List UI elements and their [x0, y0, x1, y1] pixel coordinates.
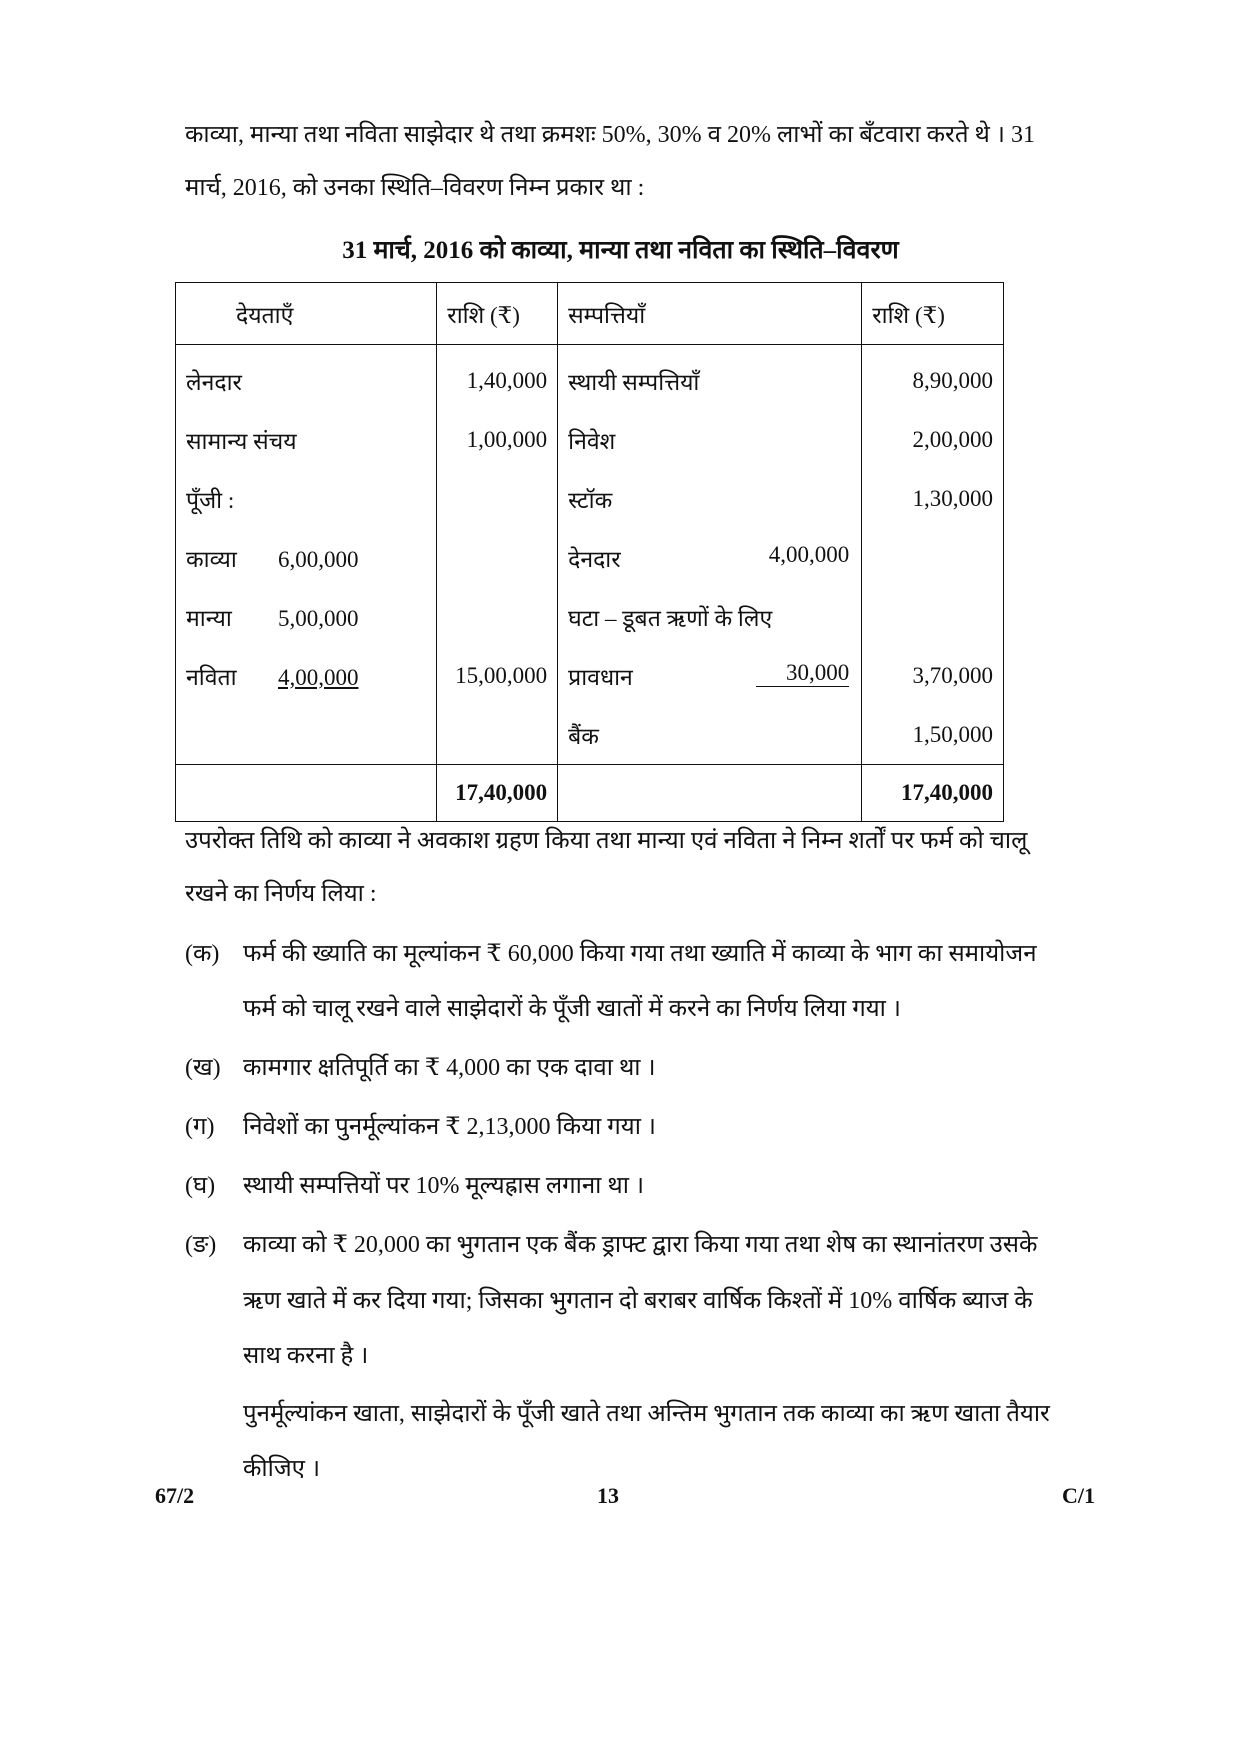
condition-gha: [185, 1168, 644, 1201]
condition-label: (घ): [185, 1173, 216, 1199]
partner-capital: 6,00,000: [278, 546, 359, 572]
liability-cell: [176, 646, 437, 705]
partner-capital: 4,00,000: [278, 664, 359, 690]
header-liabilities: देयताएँ: [176, 283, 437, 345]
condition-nga-continued: ऋण खाते में कर दिया गया; जिसका भुगतान दो बराबर वार्षिक किश्तों में 10% वार्षिक ब्याज के: [243, 1288, 1033, 1314]
table-row: [176, 528, 1004, 587]
condition-label: (क): [185, 941, 220, 967]
intro-line-1: काव्या, मान्या तथा नविता साझेदार थे तथा क्रमशः 50%, 30% व 20% लाभों का बँटवारा करते थे । 31: [185, 122, 1035, 148]
condition-ga: [185, 1109, 656, 1142]
liability-amount: 1,40,000: [437, 345, 558, 411]
partner-name: काव्या: [186, 546, 237, 572]
footer-set: C/1: [1062, 1483, 1095, 1508]
asset-amount: [862, 528, 1004, 587]
condition-ka-continued: फर्म को चालू रखने वाले साझेदारों के पूँजी खातों में करने का निर्णय लिया गया ।: [243, 996, 901, 1022]
liability-label: सामान्य संचय: [176, 410, 437, 469]
condition-text: कामगार क्षतिपूर्ति का ₹ 4,000 का एक दावा था ।: [243, 1055, 656, 1081]
partner-name: मान्या: [186, 605, 232, 631]
retirement-line-1: उपरोक्त तिथि को काव्या ने अवकाश ग्रहण किया तथा मान्या एवं नविता ने निम्न शर्तों पर फर्म को चालू: [185, 828, 1028, 854]
asset-label: देनदार: [568, 546, 621, 572]
table-title: 31 मार्च, 2016 को काव्या, मान्या तथा नविता का स्थिति–विवरण: [342, 237, 899, 264]
retirement-line-2: रखने का निर्णय लिया :: [185, 881, 377, 907]
page-number: 13: [597, 1483, 619, 1508]
header-assets: सम्पत्तियाँ: [558, 283, 862, 345]
asset-sub-amount: 4,00,000: [768, 541, 850, 567]
instruction-line-1: पुनर्मूल्यांकन खाता, साझेदारों के पूँजी खाते तथा अन्तिम भुगतान तक काव्या का ऋण खाता तैयार: [243, 1401, 1050, 1427]
condition-text: काव्या को ₹ 20,000 का भुगतान एक बैंक ड्राफ्ट द्वारा किया गया तथा शेष का स्थानांतरण उसके: [243, 1232, 1038, 1258]
header-assets-amount: राशि (₹): [862, 283, 1004, 345]
asset-sub-amount: 30,000: [756, 660, 849, 687]
condition-ka: [185, 936, 1037, 969]
table-row: [176, 587, 1004, 646]
table-header-row: [176, 283, 1004, 345]
asset-amount: 1,30,000: [862, 469, 1004, 528]
liability-amount: 1,00,000: [437, 410, 558, 469]
totals-row: [176, 765, 1004, 822]
liability-amount: [437, 705, 558, 765]
table-row: [176, 646, 1004, 705]
asset-label: स्टॉक: [558, 469, 862, 528]
liability-amount: [437, 528, 558, 587]
partner-name: नविता: [186, 664, 237, 690]
header-liabilities-amount: राशि (₹): [437, 283, 558, 345]
condition-label: (ख): [185, 1055, 221, 1081]
footer-code: 67/2: [155, 1483, 195, 1508]
liability-cell: [176, 587, 437, 646]
liability-amount: [437, 587, 558, 646]
condition-text: फर्म की ख्याति का मूल्यांकन ₹ 60,000 किया गया तथा ख्याति में काव्या के भाग का समायोजन: [243, 941, 1037, 967]
asset-amount: [862, 587, 1004, 646]
condition-label: (ङ): [185, 1232, 217, 1258]
liability-label: लेनदार: [176, 345, 437, 411]
instruction-line-2: कीजिए ।: [243, 1456, 321, 1482]
asset-cell: [558, 528, 862, 587]
asset-amount: 8,90,000: [862, 345, 1004, 411]
liability-cell: [176, 528, 437, 587]
intro-line-2: मार्च, 2016, को उनका स्थिति–विवरण निम्न प्रकार था :: [185, 175, 645, 201]
asset-amount: 2,00,000: [862, 410, 1004, 469]
liabilities-total: 17,40,000: [437, 765, 558, 822]
condition-nga: [185, 1227, 1037, 1260]
table-row: [176, 469, 1004, 528]
table-row: [176, 345, 1004, 411]
asset-amount: 3,70,000: [862, 646, 1004, 705]
asset-label: घटा – डूबत ऋणों के लिए: [558, 587, 862, 646]
asset-cell: [558, 646, 862, 705]
liability-label: पूँजी :: [176, 469, 437, 528]
liability-amount: 15,00,000: [437, 646, 558, 705]
condition-label: (ग): [185, 1114, 215, 1140]
asset-label: प्रावधान: [568, 664, 633, 690]
condition-kha: [185, 1050, 656, 1083]
liability-amount: [437, 469, 558, 528]
condition-nga-continued: साथ करना है ।: [243, 1343, 369, 1369]
asset-amount: 1,50,000: [862, 705, 1004, 765]
asset-label: निवेश: [558, 410, 862, 469]
totals-empty-cell: [176, 765, 437, 822]
partner-capital: 5,00,000: [278, 605, 359, 631]
table-row: [176, 705, 1004, 765]
condition-text: स्थायी सम्पत्तियों पर 10% मूल्यह्रास लगाना था ।: [243, 1173, 645, 1199]
totals-empty-cell: [558, 765, 862, 822]
table-row: [176, 410, 1004, 469]
liability-label: [176, 705, 437, 765]
condition-text: निवेशों का पुनर्मूल्यांकन ₹ 2,13,000 किया गया ।: [243, 1114, 657, 1140]
assets-total: 17,40,000: [862, 765, 1004, 822]
asset-label: स्थायी सम्पत्तियाँ: [558, 345, 862, 411]
balance-sheet-table: [175, 282, 1004, 822]
asset-label: बैंक: [558, 705, 862, 765]
